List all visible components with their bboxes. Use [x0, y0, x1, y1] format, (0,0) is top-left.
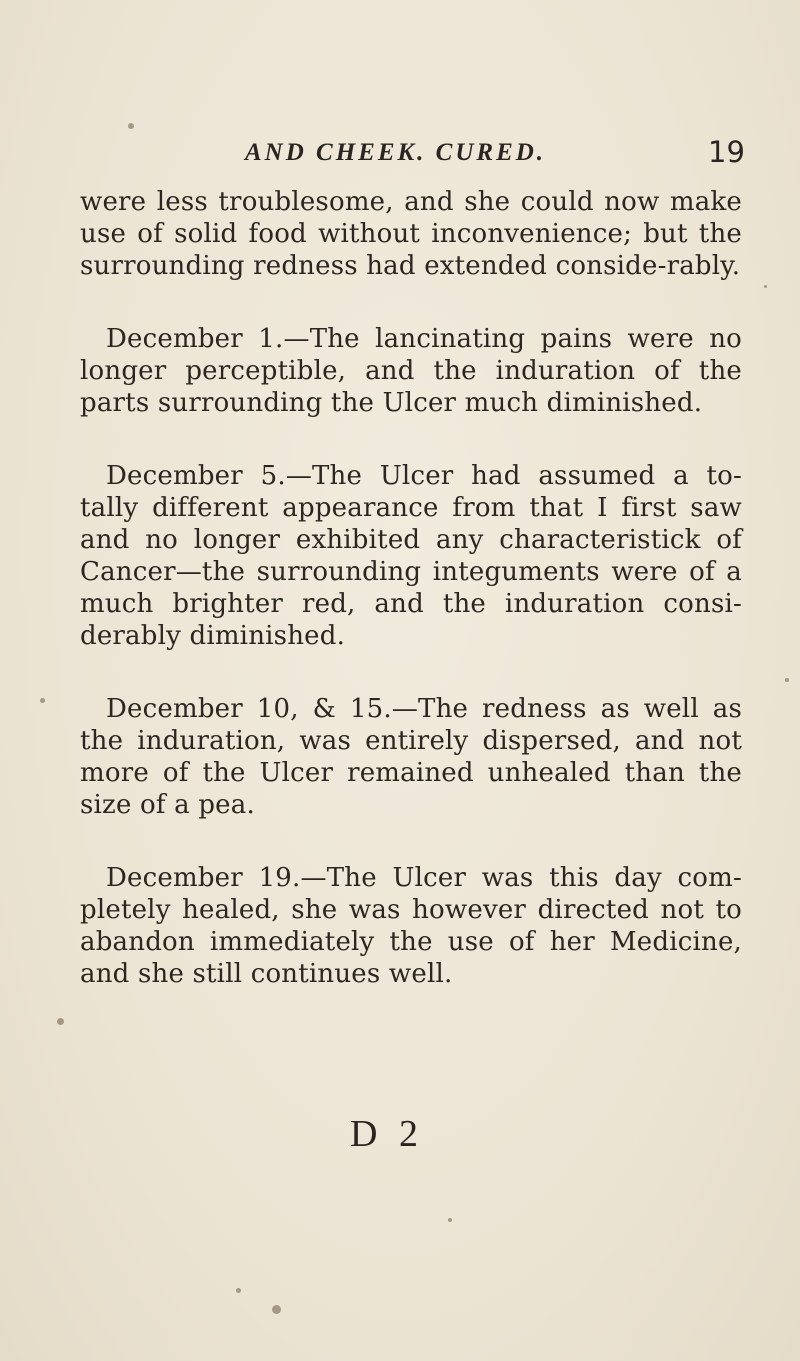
paper-speck: [57, 1018, 64, 1025]
paper-speck: [40, 698, 45, 703]
paper-speck: [448, 1218, 452, 1222]
page-number: 19: [708, 135, 745, 169]
signature-mark: D 2: [350, 1113, 424, 1155]
paper-speck: [785, 678, 789, 682]
paragraph-continuation: were less troublesome, and she could now make use of solid food without inconvenience; but the surrounding redness had extended conside-rably.: [80, 187, 742, 281]
paragraph-december-10-15: December 10, & 15.—The redness as well as the induration, was entirely dispersed, and not more of the Ulcer remained unhealed than the size of a pea.: [80, 694, 742, 820]
body-text: [80, 186, 742, 1031]
paragraph-december-19: December 19.—The Ulcer was this day com-pletely healed, she was however directed not to abandon immediately the use of her Medicine, and she still continues well.: [80, 863, 742, 989]
paper-speck: [272, 1305, 281, 1314]
paragraph-december-1: December 1.—The lancinating pains were no longer perceptible, and the induration of the parts surrounding the Ulcer much diminished.: [80, 324, 742, 418]
paper-speck: [236, 1288, 241, 1293]
running-head: AND CHEEK. CURED.: [245, 139, 547, 166]
paper-speck: [764, 285, 767, 288]
page-header: [0, 133, 800, 173]
paragraph-december-5: December 5.—The Ulcer had assumed a to-tally different appearance from that I first saw and no longer exhibited any characteristick of Cancer—the surrounding integuments were of a much brighter red, and the induration consi-derably diminished.: [80, 461, 742, 651]
paper-speck: [128, 123, 134, 129]
